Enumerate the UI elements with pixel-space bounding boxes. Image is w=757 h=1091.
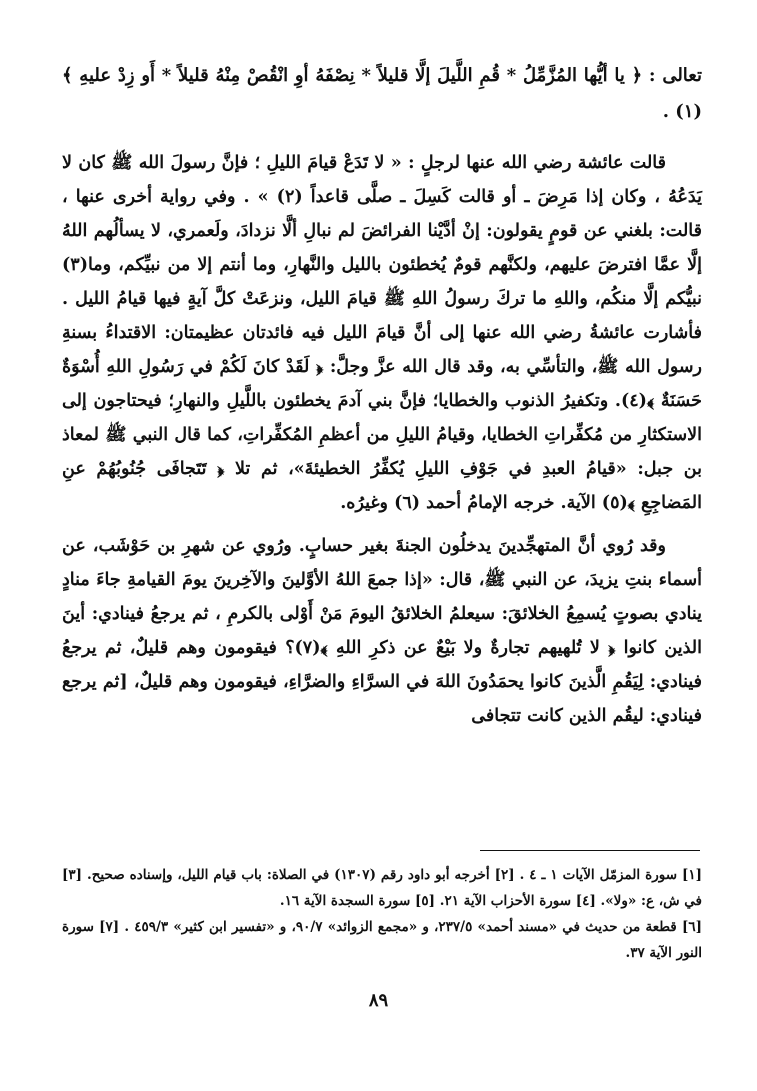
quran-verse-line: تعالى : ﴿ يا أيُّها المُزَّمِّلُ * قُمِ اللَّيلَ إلَّا قليلاً * نِصْفَهُ أوِ انْقُصْ مِنْهُ قليلاً * أَو زِدْ عليهِ ﴾ (١) . [62, 65, 702, 122]
footnotes [62, 862, 702, 966]
footnote-divider [480, 850, 700, 851]
main-text [62, 146, 702, 742]
footnote-line: [١] سورة المزمّل الآيات ١ ـ ٤ . [٢] أخرجه أبو داود رقم (١٣٠٧) في الصلاة: باب قيام الليل، وإسناده صحيح. [٣] في ش، ع: «ولا». [٤] سورة الأحزاب الآية ٢١. [٥] سورة السجدة الآية ١٦. [62, 867, 702, 909]
paragraph-aisha-night-prayer: قالت عائشة رضي الله عنها لرجلٍ : « لا تَدَعْ قيامَ الليلِ ؛ فإنَّ رسولَ الله ﷺ كان لا يَدَعُهُ ، وكان إذا مَرِضَ ـ أو قالت كَسِلَ ـ صلَّى قاعداً (٢) » . وفي رواية أخرى عنها ، قالت: بلغني عن قومٍ يقولون: إنْ أدَّيْنا الفرائضَ لم نبالِ ألَّا نزدادَ، ولَعمري، لا يسألُهم اللهُ إلَّا عمَّا افترضَ عليهم، ولكنَّهم قومٌ يُخطئون بالليل والنَّهارِ، وما أنتم إلا من نبيِّكم، وما(٣) نبيُّكم إلَّا منكُم، واللهِ ما تركَ رسولُ اللهِ ﷺ قيامَ الليل، ونزعَتْ كلَّ آيةٍ فيها قيامُ الليل . فأشارت عائشةُ رضي الله عنها إلى أنَّ قيامَ الليل فيه فائدتان عظيمتان: الاقتداءُ بسنةِ رسول الله ﷺ، والتأسِّي به، وقد قال الله عزَّ وجلَّ: ﴿ لَقَدْ كانَ لَكُمْ في رَسُولِ اللهِ أُسْوَةٌ حَسَنَةٌ ﴾(٤). وتكفيرُ الذنوب والخطايا؛ فإنَّ بني آدمَ يخطئون باللَّيلِ والنهارِ؛ فيحتاجون إلى الاستكثارِ من مُكفِّراتِ الخطايا، وقيامُ الليلِ من أعظمِ المُكفِّراتِ، كما قال النبي ﷺ لمعاذ بن جبل: «قيامُ العبدِ في جَوْفِ الليلِ يُكفِّرُ الخطيئةَ»، ثم تلا ﴿ تَتَجافَى جُنُوبُهُمْ عنِ المَضاجِعِ ﴾(٥) الآية. خرجه الإمامُ أحمد (٦) وغيرُه. [62, 153, 702, 513]
paragraph-mutahajjidin: وقد رُوي أنَّ المتهجِّدينَ يدخلُون الجنةَ بغير حسابٍ. ورُوي عن شهرِ بن حَوْشَب، عن أسماء بنتِ يزيدَ، عن النبي ﷺ، قال: «إذا جمعَ اللهُ الأوَّلينَ والآخِرينَ يومَ القيامةِ جاءَ منادٍ ينادي بصوتٍ يُسمِعُ الخلائقَ: سيعلمُ الخلائقُ اليومَ مَنْ أَوْلى بالكرمِ ، ثم يرجعُ فينادي: أينَ الذين كانوا ﴿ لا تُلهيهم تجارةٌ ولا بَيْعٌ عن ذكرِ اللهِ ﴾(٧)؟ فيقومون وهم قليلٌ، ثم يرجعُ فينادي: لِيَقُمِ الَّذينَ كانوا يحمَدُونَ اللهَ في السرَّاءِ والضرَّاءِ، فيقومون وهم قليلٌ، [ثم يرجع فينادي: ليقُم الذين كانت تتجافى [62, 536, 702, 726]
footnote-line: [٦] قطعة من حديث في «مسند أحمد» ٢٣٧/٥، و «مجمع الزوائد» ٩٠/٧، و «تفسير ابن كثير» ٤٥٩/٣ . [٧] سورة النور الآية ٣٧. [62, 919, 702, 961]
page-number: ٨٩ [368, 990, 389, 1011]
